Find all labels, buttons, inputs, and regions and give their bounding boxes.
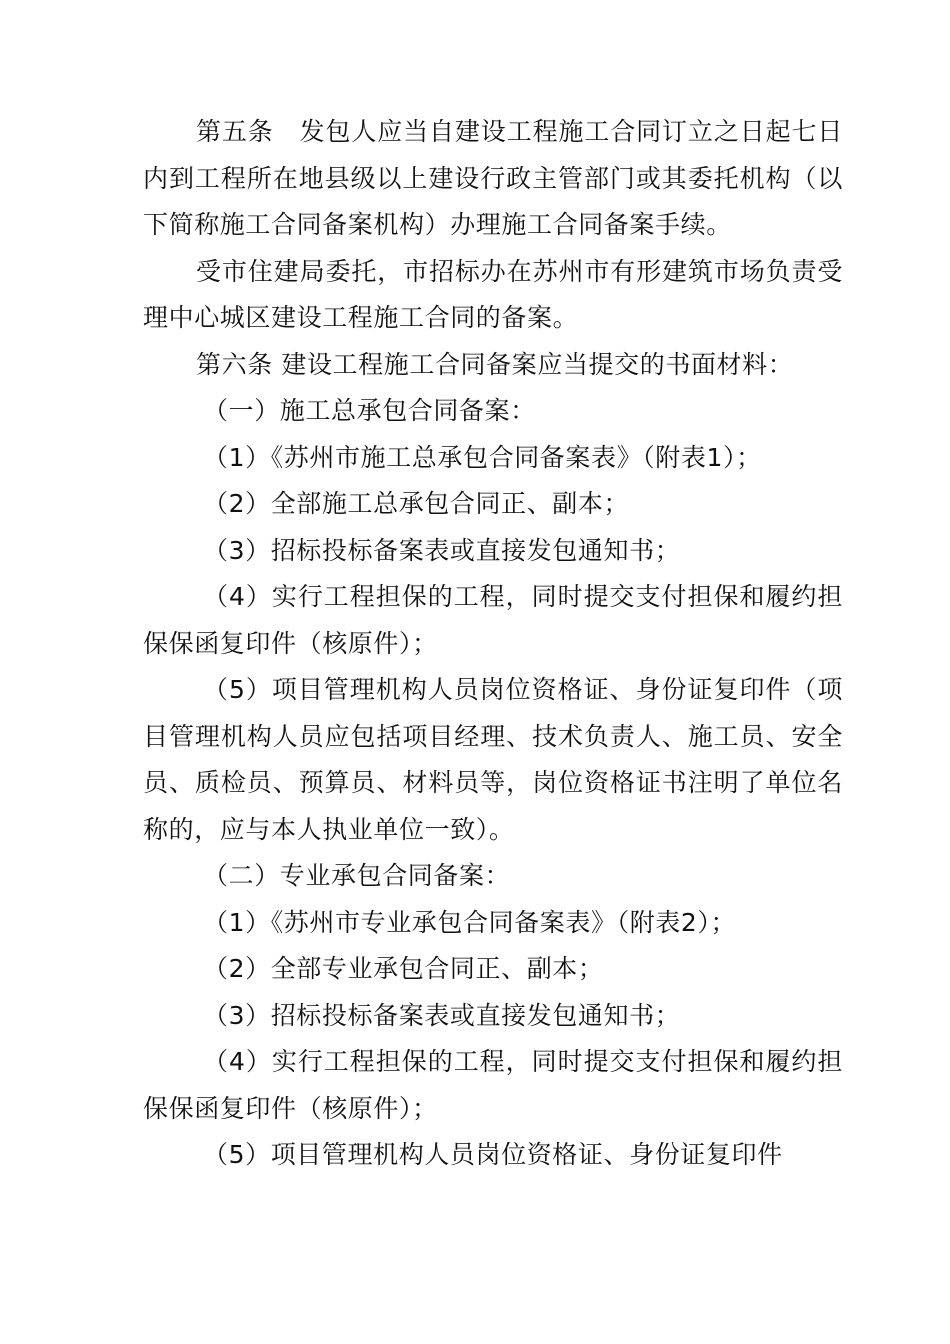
section-2-item-5: （5）项目管理机构人员岗位资格证、身份证复印件: [203, 1140, 783, 1169]
entrustment-paragraph: 受市住建局委托，市招标办在苏州市有形建筑市场负责受理中心城区建设工程施工合同的备案。: [143, 256, 843, 332]
section-2-item-2: （2）全部专业承包合同正、副本；: [203, 954, 604, 983]
section-2-heading: （二）专业承包合同备案：: [203, 861, 511, 890]
article-6-paragraph: 第六条 建设工程施工合同备案应当提交的书面材料：: [196, 349, 794, 379]
section-1-item-1: （1）《苏州市施工总承包合同备案表》（附表1）；: [203, 442, 762, 472]
section-2-item-3: （3）招标投标备案表或直接发包通知书；: [203, 1000, 681, 1030]
section-1-item-5: （5）项目管理机构人员岗位资格证、身份证复印件（项目管理机构人员应包括项目经理、技术负责人、施工员、安全员、质检员、预算员、材料员等，岗位资格证书注明了单位名称的，应与本人执业单位一致）。: [143, 675, 843, 844]
section-1-item-4: （4）实行工程担保的工程，同时提交支付担保和履约担保保函复印件（核原件）；: [143, 582, 843, 658]
section-1-heading: （一）施工总承包合同备案：: [203, 396, 536, 425]
section-2-item-4: （4）实行工程担保的工程，同时提交支付担保和履约担保保函复印件（核原件）；: [143, 1047, 843, 1123]
section-1-item-3: （3）招标投标备案表或直接发包通知书；: [203, 535, 681, 565]
section-2-item-1: （1）《苏州市专业承包合同备案表》（附表2）；: [203, 907, 737, 937]
article-5-paragraph: 第五条 发包人应当自建设工程施工合同订立之日起七日内到工程所在地县级以上建设行政主管部门或其委托机构（以下简称施工合同备案机构）办理施工合同备案手续。: [143, 117, 843, 239]
document-body: [143, 109, 843, 1179]
section-1-item-2: （2）全部施工总承包合同正、副本；: [203, 489, 630, 518]
